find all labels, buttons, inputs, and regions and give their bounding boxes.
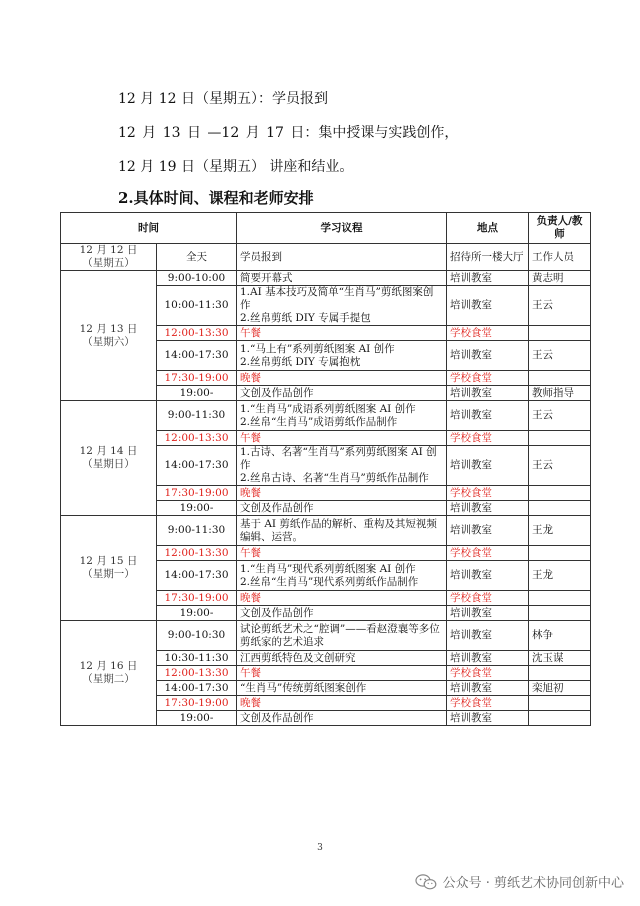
location-cell: 学校食堂: [447, 546, 529, 561]
responsible-cell: [529, 606, 591, 621]
responsible-cell: 王云: [529, 286, 591, 326]
activity-cell: 学员报到: [237, 244, 447, 271]
activity-cell: 1.古诗、名著“生肖马”系列剪纸图案 AI 创作 2.丝帛古诗、名著“生肖马”剪纸作品制作: [237, 446, 447, 486]
responsible-cell: [529, 696, 591, 711]
activity-cell: 1.AI 基本技巧及简单“生肖马”剪纸图案创作 2.丝帛剪纸 DIY 专属手提包: [237, 286, 447, 326]
schedule-table: [60, 212, 591, 726]
location-cell: 培训教室: [447, 446, 529, 486]
intro-line-closing: 12 月 19 日（星期五） 讲座和结业。: [118, 159, 354, 175]
time-cell: 全天: [157, 244, 237, 271]
activity-cell: 午餐: [237, 546, 447, 561]
table-header-row: [61, 213, 591, 244]
activity-cell: 午餐: [237, 326, 447, 341]
wechat-icon: [415, 874, 437, 890]
intro-line-registration: 12 月 12 日（星期五）：学员报到: [118, 91, 328, 107]
activity-cell: 文创及作品创作: [237, 386, 447, 401]
location-cell: 培训教室: [447, 516, 529, 546]
responsible-cell: 王龙: [529, 561, 591, 591]
table-row: [61, 401, 591, 431]
activity-cell: 江西剪纸特色及文创研究: [237, 651, 447, 666]
responsible-cell: [529, 326, 591, 341]
date-cell: 12 月 16 日 （星期二）: [61, 621, 157, 726]
responsible-cell: [529, 501, 591, 516]
time-cell: 17:30-19:00: [157, 371, 237, 386]
location-cell: 培训教室: [447, 651, 529, 666]
date-cell: 12 月 12 日 （星期五）: [61, 244, 157, 271]
responsible-cell: [529, 371, 591, 386]
table-row: [61, 516, 591, 546]
responsible-cell: [529, 591, 591, 606]
time-cell: 14:00-17:30: [157, 561, 237, 591]
location-cell: 招待所一楼大厅: [447, 244, 529, 271]
time-cell: 12:00-13:30: [157, 326, 237, 341]
time-cell: 19:00-: [157, 711, 237, 726]
time-cell: 14:00-17:30: [157, 341, 237, 371]
location-cell: 学校食堂: [447, 486, 529, 501]
time-cell: 19:00-: [157, 606, 237, 621]
responsible-cell: 沈玉谋: [529, 651, 591, 666]
time-cell: 19:00-: [157, 386, 237, 401]
responsible-cell: 王云: [529, 341, 591, 371]
page-number: 3: [317, 843, 323, 853]
location-cell: 培训教室: [447, 606, 529, 621]
table-row: [61, 244, 591, 271]
location-cell: 培训教室: [447, 386, 529, 401]
location-cell: 学校食堂: [447, 431, 529, 446]
time-cell: 17:30-19:00: [157, 486, 237, 501]
time-cell: 14:00-17:30: [157, 681, 237, 696]
time-cell: 10:00-11:30: [157, 286, 237, 326]
responsible-cell: 栾旭初: [529, 681, 591, 696]
responsible-cell: [529, 486, 591, 501]
footer-text: 公众号 · 剪纸艺术协同创新中心: [442, 876, 624, 891]
header-agenda: 学习议程: [237, 213, 447, 244]
location-cell: 学校食堂: [447, 371, 529, 386]
location-cell: 学校食堂: [447, 666, 529, 681]
activity-cell: 晚餐: [237, 696, 447, 711]
activity-cell: 午餐: [237, 431, 447, 446]
responsible-cell: [529, 666, 591, 681]
responsible-cell: [529, 431, 591, 446]
responsible-cell: 林争: [529, 621, 591, 651]
activity-cell: 基于 AI 剪纸作品的解析、重构及其短视频编辑、运营。: [237, 516, 447, 546]
responsible-cell: 王云: [529, 446, 591, 486]
header-responsible: 负责人/教师: [529, 213, 591, 244]
responsible-cell: [529, 546, 591, 561]
schedule-body: [61, 244, 591, 726]
time-cell: 12:00-13:30: [157, 546, 237, 561]
location-cell: 培训教室: [447, 286, 529, 326]
location-cell: 培训教室: [447, 681, 529, 696]
time-cell: 9:00-11:30: [157, 516, 237, 546]
location-cell: 培训教室: [447, 561, 529, 591]
responsible-cell: 王龙: [529, 516, 591, 546]
table-row: [61, 621, 591, 651]
time-cell: 19:00-: [157, 501, 237, 516]
header-time: 时间: [61, 213, 237, 244]
activity-cell: 晚餐: [237, 371, 447, 386]
activity-cell: 文创及作品创作: [237, 501, 447, 516]
location-cell: 培训教室: [447, 711, 529, 726]
header-location: 地点: [447, 213, 529, 244]
activity-cell: 晚餐: [237, 486, 447, 501]
activity-cell: 午餐: [237, 666, 447, 681]
activity-cell: 简要开幕式: [237, 271, 447, 286]
time-cell: 9:00-11:30: [157, 401, 237, 431]
location-cell: 学校食堂: [447, 326, 529, 341]
activity-cell: 1.“马上有”系列剪纸图案 AI 创作 2.丝帛剪纸 DIY 专属抱枕: [237, 341, 447, 371]
time-cell: 14:00-17:30: [157, 446, 237, 486]
responsible-cell: 教师指导: [529, 386, 591, 401]
activity-cell: 文创及作品创作: [237, 606, 447, 621]
section-heading: 2.具体时间、课程和老师安排: [118, 189, 314, 207]
date-cell: 12 月 13 日 （星期六）: [61, 271, 157, 401]
intro-line-training: 12 月 13 日 —12 月 17 日：集中授课与实践创作，: [118, 125, 459, 141]
time-cell: 17:30-19:00: [157, 591, 237, 606]
time-cell: 10:30-11:30: [157, 651, 237, 666]
location-cell: 学校食堂: [447, 591, 529, 606]
time-cell: 9:00-10:00: [157, 271, 237, 286]
activity-cell: 晚餐: [237, 591, 447, 606]
time-cell: 12:00-13:30: [157, 431, 237, 446]
responsible-cell: 王云: [529, 401, 591, 431]
activity-cell: “生肖马”传统剪纸图案创作: [237, 681, 447, 696]
responsible-cell: 黄志明: [529, 271, 591, 286]
footer-watermark: [415, 872, 624, 891]
location-cell: 培训教室: [447, 401, 529, 431]
activity-cell: 文创及作品创作: [237, 711, 447, 726]
time-cell: 9:00-10:30: [157, 621, 237, 651]
responsible-cell: [529, 711, 591, 726]
time-cell: 17:30-19:00: [157, 696, 237, 711]
location-cell: 培训教室: [447, 341, 529, 371]
activity-cell: 1.“生肖马”现代系列剪纸图案 AI 创作 2.丝帛“生肖马”现代系列剪纸作品制作: [237, 561, 447, 591]
responsible-cell: 工作人员: [529, 244, 591, 271]
date-cell: 12 月 15 日 （星期一）: [61, 516, 157, 621]
location-cell: 培训教室: [447, 271, 529, 286]
location-cell: 培训教室: [447, 501, 529, 516]
location-cell: 培训教室: [447, 621, 529, 651]
time-cell: 12:00-13:30: [157, 666, 237, 681]
activity-cell: 试论剪纸艺术之“腔调”——看赵澄襄等多位剪纸家的艺术追求: [237, 621, 447, 651]
table-row: [61, 271, 591, 286]
date-cell: 12 月 14 日 （星期日）: [61, 401, 157, 516]
activity-cell: 1.“生肖马”成语系列剪纸图案 AI 创作 2.丝帛“生肖马”成语剪纸作品制作: [237, 401, 447, 431]
location-cell: 学校食堂: [447, 696, 529, 711]
